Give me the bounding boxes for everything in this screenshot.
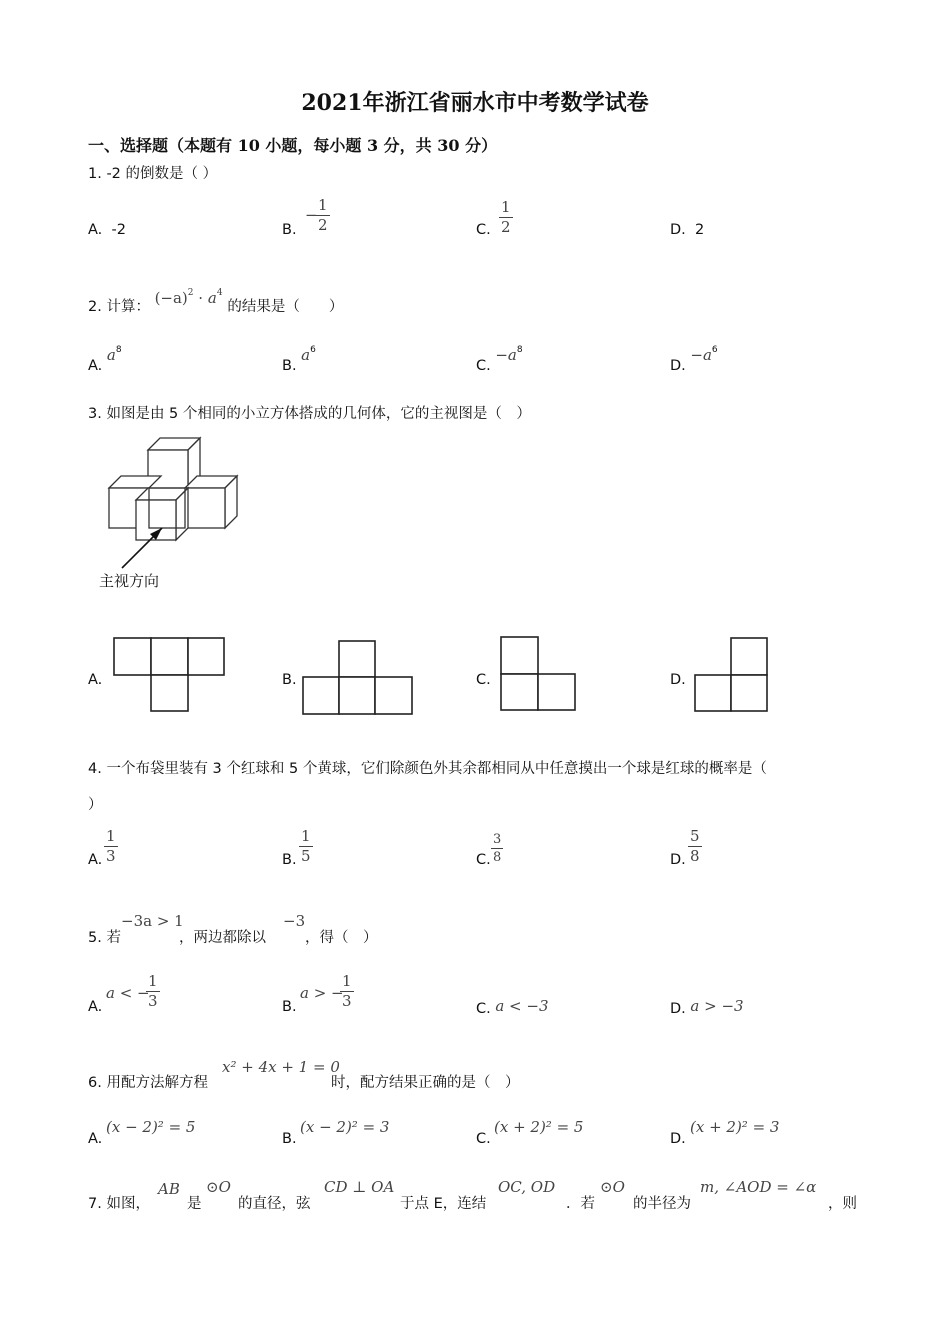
q7-math-6: m, ∠AOD = ∠α: [700, 1178, 817, 1196]
q7-text-6: 的半径为: [633, 1196, 691, 1212]
numerator: 1: [501, 198, 511, 216]
q1-option-c-fraction: [499, 199, 513, 236]
square: [731, 675, 767, 711]
q4-option-b-fraction: [299, 828, 313, 865]
q2-stem: [88, 288, 344, 316]
q3-view-direction-label: 主视方向: [99, 572, 160, 590]
q6-option-c-label[interactable]: C.: [476, 1131, 491, 1147]
top-cube-front: [148, 450, 188, 490]
q6-option-c-value: (x + 2)² = 5: [494, 1118, 584, 1136]
square: [501, 674, 538, 710]
denominator: 8: [493, 850, 502, 865]
q5-stem-mid: ，两边都除以: [179, 930, 266, 946]
numerator: 1: [318, 196, 328, 214]
q5-stem-post: ，得（ ）: [305, 930, 378, 946]
q2-option-a[interactable]: [88, 345, 122, 374]
denominator: 8: [690, 847, 700, 865]
q5-option-d[interactable]: [670, 999, 744, 1017]
denominator: 2: [501, 218, 511, 236]
numerator: 1: [148, 972, 158, 990]
q5-stem-pre: 5. 若: [88, 930, 121, 946]
expression: [155, 289, 228, 307]
q2-option-c[interactable]: [476, 345, 523, 374]
option-label: D.: [670, 222, 686, 238]
option-exp: 6: [310, 345, 316, 355]
option-label: C.: [476, 1001, 491, 1017]
page-title: 2021年浙江省丽水市中考数学试卷: [301, 90, 649, 116]
square: [501, 637, 538, 674]
q5-option-a-label[interactable]: A.: [88, 999, 103, 1015]
numerator: 3: [493, 832, 502, 847]
option-base: −a: [690, 346, 712, 364]
option-base: a: [106, 346, 116, 364]
q7-math-4: OC, OD: [498, 1178, 556, 1196]
option-base: a: [301, 346, 311, 364]
q6-option-d-label[interactable]: D.: [670, 1131, 686, 1147]
option-label: D.: [670, 1001, 686, 1017]
q7-math-1: AB: [158, 1180, 180, 1198]
q4-option-d-label[interactable]: D.: [670, 852, 686, 868]
q7-text-4: 于点 E，连结: [400, 1196, 487, 1212]
option-value: 2: [695, 222, 705, 238]
option-value: a > −3: [690, 997, 744, 1015]
option-value: -2: [111, 222, 126, 238]
q3-option-c-label[interactable]: C.: [476, 672, 491, 688]
square: [695, 675, 731, 711]
q6-option-b-value: (x − 2)² = 3: [300, 1118, 390, 1136]
square: [114, 638, 151, 675]
q5-option-a-lhs: a < −: [106, 984, 150, 1002]
expr-dot: ·: [198, 289, 204, 307]
option-label: A.: [88, 222, 103, 238]
q3-solid-figure: [100, 430, 250, 550]
q3-option-a-label[interactable]: A.: [88, 672, 103, 688]
q3-option-d-figure: [694, 637, 770, 713]
q3-option-d-label[interactable]: D.: [670, 672, 686, 688]
denominator: 3: [342, 992, 352, 1010]
denominator: 5: [301, 847, 311, 865]
q5-option-c[interactable]: [476, 999, 549, 1017]
q2-option-b[interactable]: [282, 345, 316, 374]
q4-stem: 4. 一个布袋里装有 3 个红球和 5 个黄球，它们除颜色外其余都相同从中任意摸出一个球是红球的概率是（: [88, 761, 767, 777]
denominator: 3: [148, 992, 158, 1010]
option-value: a < −3: [495, 997, 549, 1015]
denominator: 2: [318, 216, 328, 234]
stem-suffix: 的结果是（ ）: [227, 299, 344, 315]
square: [375, 677, 412, 714]
q1-option-d[interactable]: [670, 222, 704, 238]
stem-prefix: 2. 计算：: [88, 299, 150, 315]
q3-option-a-figure: [113, 637, 225, 713]
square: [339, 677, 375, 714]
q6-stem-pre: 6. 用配方法解方程: [88, 1075, 208, 1091]
square: [303, 677, 339, 714]
square: [188, 638, 224, 675]
q7-text-1: 7. 如图，: [88, 1196, 150, 1212]
square: [151, 675, 188, 711]
q5-divisor: −3: [283, 912, 306, 930]
q4-option-d-fraction: [688, 828, 702, 865]
q7-text-2: 是: [187, 1196, 202, 1212]
q5-inequality: −3a > 1: [121, 912, 184, 930]
q1-option-c-label[interactable]: C.: [476, 222, 491, 238]
q1-stem: 1. -2 的倒数是（ ）: [88, 166, 218, 182]
expr-base2: a: [207, 289, 217, 307]
q5-option-b-label[interactable]: B.: [282, 999, 297, 1015]
square: [731, 638, 767, 675]
q4-option-a-label[interactable]: A.: [88, 852, 103, 868]
expr-base: (−a): [154, 289, 188, 307]
q3-stem: 3. 如图是由 5 个相同的小立方体搭成的几何体，它的主视图是（ ）: [88, 406, 531, 422]
option-label: D.: [670, 358, 686, 374]
square: [151, 638, 188, 675]
expr-exp2: 4: [216, 288, 223, 298]
square: [538, 674, 575, 710]
q4-stem-cont: ）: [88, 797, 103, 813]
option-exp: 8: [115, 345, 122, 355]
q7-math-5: ⊙O: [600, 1178, 625, 1196]
right-cube-front: [185, 488, 225, 528]
q1-option-b-label[interactable]: B.: [282, 222, 297, 238]
q6-option-a-label[interactable]: A.: [88, 1131, 103, 1147]
q2-option-d[interactable]: [670, 345, 718, 374]
q6-equation: x² + 4x + 1 = 0: [222, 1058, 340, 1076]
q4-option-c-label[interactable]: C.: [476, 852, 491, 868]
q6-option-d-value: (x + 2)² = 3: [690, 1118, 780, 1136]
q7-text-5: ．若: [566, 1196, 595, 1212]
option-exp: 6: [711, 345, 718, 355]
q3-option-c-figure: [500, 636, 578, 712]
q7-math-2: ⊙O: [206, 1178, 231, 1196]
option-base: −a: [495, 346, 517, 364]
option-label: C.: [476, 358, 491, 374]
numerator: 1: [342, 972, 352, 990]
q3-option-b-figure: [302, 640, 414, 716]
section-heading: 一、选择题（本题有 10 小题，每小题 3 分，共 30 分）: [88, 136, 498, 155]
q5-option-b-fraction: [340, 973, 354, 1010]
q4-option-c-fraction: [491, 832, 503, 865]
option-label: B.: [282, 358, 297, 374]
q6-option-a-value: (x − 2)² = 5: [106, 1118, 196, 1136]
q7-text-3: 的直径，弦: [238, 1196, 311, 1212]
q1-option-b-sign: −: [305, 206, 318, 224]
q6-stem-post: 时，配方结果正确的是（ ）: [331, 1075, 520, 1091]
option-label: A.: [88, 358, 103, 374]
numerator: 1: [301, 827, 311, 845]
q5-option-a-fraction: [146, 973, 160, 1010]
q6-option-b-label[interactable]: B.: [282, 1131, 297, 1147]
q1-option-a[interactable]: [88, 222, 126, 238]
q4-option-a-fraction: [104, 828, 118, 865]
numerator: 1: [106, 827, 116, 845]
denominator: 3: [106, 847, 116, 865]
q3-option-b-label[interactable]: B.: [282, 672, 297, 688]
q4-option-b-label[interactable]: B.: [282, 852, 297, 868]
q1-option-b-fraction: [316, 197, 330, 234]
q7-text-7: ，则: [828, 1196, 857, 1212]
numerator: 5: [690, 827, 700, 845]
square: [339, 641, 375, 677]
q7-math-3: CD ⊥ OA: [324, 1178, 395, 1196]
expr-exp: 2: [187, 288, 194, 298]
option-exp: 8: [516, 345, 523, 355]
q5-option-b-lhs: a > −: [300, 984, 344, 1002]
